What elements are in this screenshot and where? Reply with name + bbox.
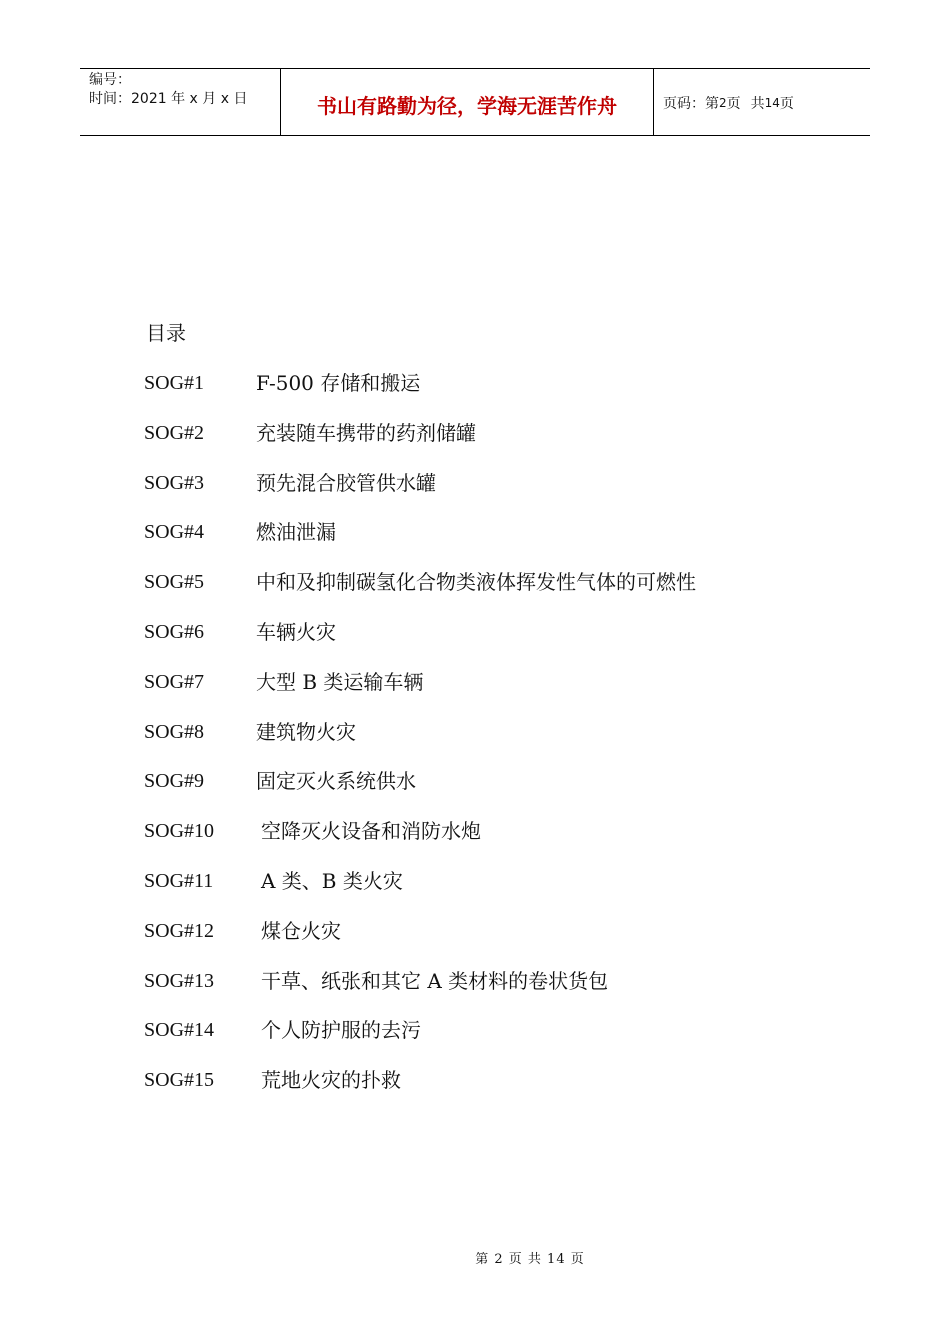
toc-item-title: 个人防护服的去污	[261, 1018, 421, 1043]
table-of-contents	[144, 370, 844, 1117]
toc-item	[144, 768, 844, 818]
toc-item	[144, 370, 844, 420]
toc-item-code: SOG#11	[144, 869, 214, 892]
toc-item-code: SOG#10	[144, 820, 215, 843]
page-mid: 页	[726, 96, 741, 112]
toc-item-title: 荒地火灾的扑救	[261, 1068, 401, 1093]
header-meta	[80, 69, 281, 135]
toc-item	[144, 669, 844, 719]
toc-item-code: SOG#12	[144, 919, 215, 942]
page-total: 14	[764, 96, 780, 110]
toc-item-title: 干草、纸张和其它 A 类材料的卷状货包	[261, 968, 609, 993]
toc-item-code: SOG#5	[144, 571, 205, 594]
toc-item-title: 车辆火灾	[256, 619, 336, 644]
toc-title: 目录	[146, 321, 186, 345]
toc-item	[144, 918, 844, 968]
page-header	[80, 68, 870, 136]
toc-item-code: SOG#6	[144, 620, 205, 643]
toc-item-code: SOG#14	[144, 1019, 215, 1042]
toc-item	[144, 519, 844, 569]
page-footer: 第 2 页 共 14 页	[475, 1252, 585, 1267]
header-motto: 书山有路勤为径，学海无涯苦作舟	[281, 69, 654, 135]
toc-item-title: 建筑物火灾	[256, 719, 356, 744]
toc-item-title: A 类、B 类火灾	[261, 868, 403, 893]
toc-item	[144, 818, 844, 868]
toc-item-code: SOG#2	[144, 421, 205, 444]
page-prefix: 页码：第	[663, 96, 719, 112]
toc-item-title: 大型 B 类运输车辆	[256, 669, 424, 694]
toc-item-title: 燃油泄漏	[256, 520, 336, 545]
toc-item-code: SOG#3	[144, 471, 205, 494]
document-time: 时间：2021 年 x 月 x 日	[89, 91, 248, 107]
toc-item	[144, 470, 844, 520]
toc-item-title: 空降灭火设备和消防水炮	[261, 819, 481, 844]
toc-item-title: 固定灭火系统供水	[256, 769, 416, 794]
page-current: 2	[719, 96, 727, 110]
toc-item-code: SOG#9	[144, 770, 205, 793]
toc-item	[144, 1067, 844, 1117]
toc-item-code: SOG#15	[144, 1069, 215, 1092]
document-number-label: 编号：	[89, 72, 131, 88]
toc-item	[144, 968, 844, 1018]
toc-item-title: 预先混合胶管供水罐	[256, 470, 436, 495]
toc-item	[144, 719, 844, 769]
toc-item	[144, 868, 844, 918]
header-page-number	[654, 69, 870, 135]
toc-item-title: 充装随车携带的药剂储罐	[256, 420, 476, 445]
page-total-prefix: 共	[750, 96, 765, 112]
toc-item	[144, 420, 844, 470]
toc-item-code: SOG#4	[144, 521, 205, 544]
toc-item	[144, 1017, 844, 1067]
toc-item-title: F-500 存储和搬运	[256, 371, 421, 395]
toc-item-title: 煤仓火灾	[261, 918, 341, 943]
toc-item-code: SOG#8	[144, 720, 205, 743]
toc-item-code: SOG#13	[144, 969, 215, 992]
toc-item-title: 中和及抑制碳氢化合物类液体挥发性气体的可燃性	[256, 570, 696, 595]
toc-item-code: SOG#7	[144, 670, 205, 693]
page-suffix: 页	[779, 96, 794, 112]
toc-item	[144, 619, 844, 669]
toc-item-code: SOG#1	[144, 372, 205, 394]
toc-item	[144, 569, 844, 619]
